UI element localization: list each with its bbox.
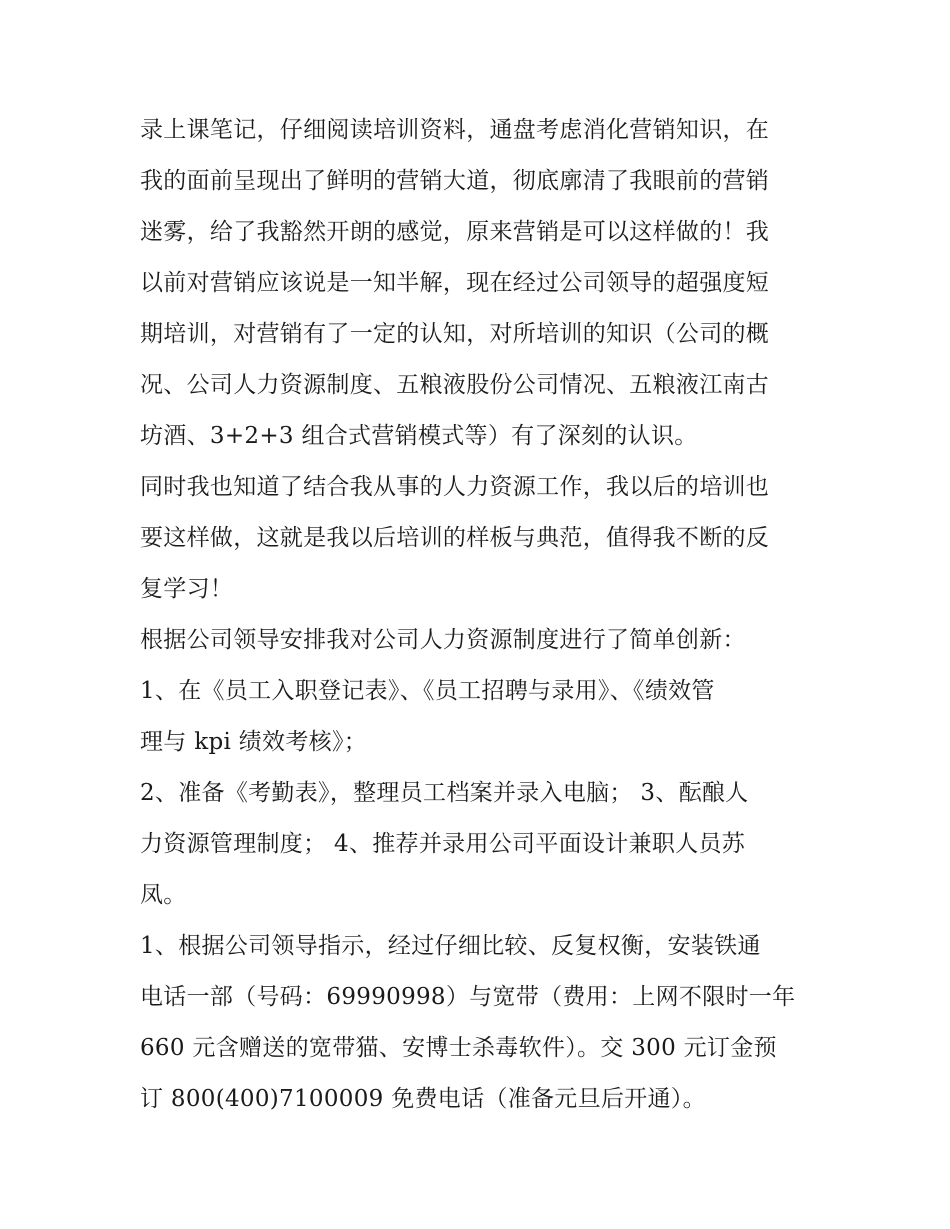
text-line: 理与 kpi 绩效考核》； [140, 729, 368, 755]
text-line: 迷雾，给了我豁然开朗的感觉，原来营销是可以这样做的！我 [140, 219, 770, 245]
text-line: 以前对营销应该说是一知半解，现在经过公司领导的超强度短 [140, 270, 770, 296]
text-line: 根据公司领导安排我对公司人力资源制度进行了简单创新： [140, 627, 746, 653]
text-line: 况、公司人力资源制度、五粮液股份公司情况、五粮液江南古 [140, 372, 770, 398]
text-line: 复学习！ [140, 576, 234, 602]
text-line: 我的面前呈现出了鲜明的营销大道，彻底廓清了我眼前的营销 [140, 168, 770, 194]
text-line: 订 800(400)7100009 免费电话（准备元旦后开通）。 [140, 1086, 706, 1112]
text-line: 期培训，对营销有了一定的认知，对所培训的知识（公司的概 [140, 321, 770, 347]
text-line: 凤。 [140, 882, 187, 908]
text-line: 同时我也知道了结合我从事的人力资源工作，我以后的培训也 [140, 474, 770, 500]
text-line: 力资源管理制度； 4、推荐并录用公司平面设计兼职人员苏 [140, 831, 746, 857]
text-line: 1、根据公司领导指示，经过仔细比较、反复权衡，安装铁通 [140, 933, 761, 959]
text-line: 坊酒、3+2+3 组合式营销模式等）有了深刻的认识。 [140, 423, 698, 449]
document-body [140, 105, 820, 1125]
text-line: 要这样做，这就是我以后培训的样板与典范，值得我不断的反 [140, 525, 770, 551]
text-line: 1、在《员工入职登记表》、《员工招聘与录用》、《绩效管 [140, 678, 715, 704]
text-line: 2、准备《考勤表》，整理员工档案并录入电脑； 3、酝酿人 [140, 780, 749, 806]
text-line: 录上课笔记，仔细阅读培训资料，通盘考虑消化营销知识，在 [140, 117, 770, 143]
text-line: 电话一部（号码：69990998）与宽带（费用：上网不限时一年 [140, 984, 796, 1010]
text-line: 660 元含赠送的宽带猫、安博士杀毒软件）。交 300 元订金预 [140, 1035, 777, 1061]
